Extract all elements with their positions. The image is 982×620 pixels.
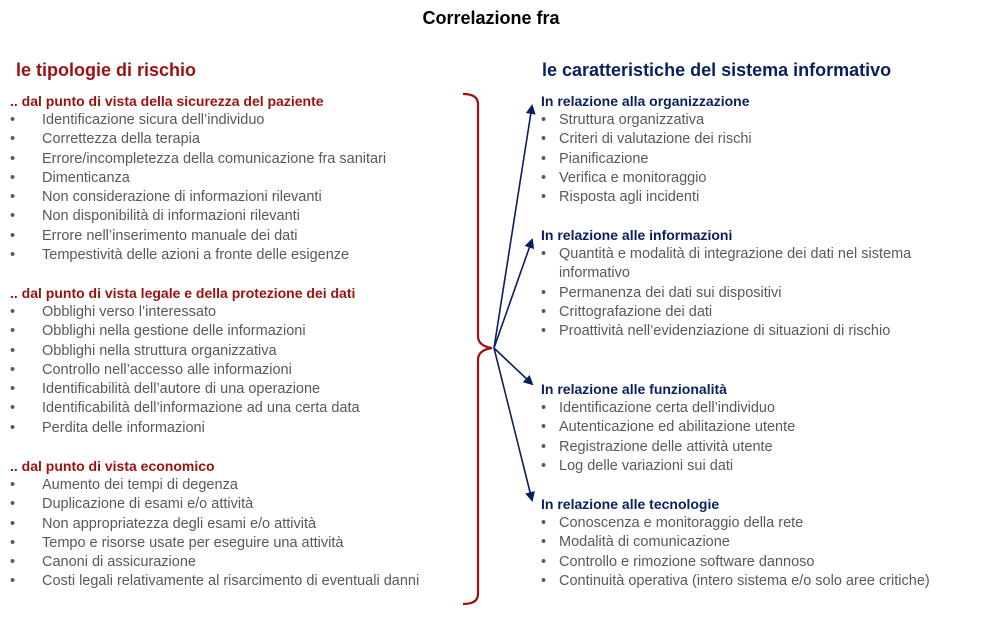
list-item: • Autenticazione ed abilitazione utente (541, 418, 971, 437)
arrow-to-technology (494, 348, 532, 500)
list-item: • Canoni di assicurazione (10, 553, 470, 572)
list-item: • Duplicazione di esami e/o attività (10, 495, 470, 514)
list-item: • Obblighi nella gestione delle informazioni (10, 322, 470, 341)
page-title: Correlazione fra (422, 8, 560, 28)
list-item: • Non considerazione di informazioni rilevanti (10, 188, 470, 207)
list-item: • Errore nell’inserimento manuale dei dati (10, 227, 470, 246)
list-item: • Struttura organizzativa (541, 111, 971, 130)
list-item: • Dimenticanza (10, 169, 470, 188)
list-item: • Proattività nell’evidenziazione di situazioni di rischio (541, 322, 941, 341)
list-item: • Pianificazione (541, 150, 971, 169)
list-item: • Obblighi nella struttura organizzativa (10, 342, 470, 361)
list-item: • Controllo e rimozione software dannoso (541, 553, 961, 572)
list-item: • Permanenza dei dati sui dispositivi (541, 284, 941, 303)
list-item: • Identificazione sicura dell’individuo (10, 111, 470, 130)
list-item: • Registrazione delle attività utente (541, 438, 971, 457)
list-item: • Quantità e modalità di integrazione dei dati nel sistema informativo (541, 245, 941, 284)
section-title: In relazione alle informazioni (541, 227, 733, 243)
list-item: • Conoscenza e monitoraggio della rete (541, 514, 961, 533)
section-title: In relazione alle tecnologie (541, 496, 720, 512)
list-item: • Obblighi verso l’interessato (10, 303, 470, 322)
list-item: • Costi legali relativamente al risarcimento di eventuali danni (10, 572, 470, 591)
section-title: In relazione alle funzionalità (541, 381, 727, 397)
list-item: • Non appropriatezza degli esami e/o attività (10, 515, 470, 534)
list-item: • Non disponibilità di informazioni rilevanti (10, 207, 470, 226)
list-item: • Tempestività delle azioni a fronte delle esigenze (10, 246, 470, 265)
list-item: • Identificabilità dell’autore di una operazione (10, 380, 470, 399)
arrow-to-information (494, 240, 532, 348)
section-title: .. dal punto di vista della sicurezza del paziente (10, 93, 324, 109)
list-item: • Crittografazione dei dati (541, 303, 941, 322)
list-item: • Verifica e monitoraggio (541, 169, 971, 188)
list-item: • Modalità di comunicazione (541, 533, 961, 552)
list-item: • Risposta agli incidenti (541, 188, 971, 207)
left-heading: le tipologie di rischio (16, 60, 197, 80)
list-item: • Tempo e risorse usate per eseguire una attività (10, 534, 470, 553)
section-title: .. dal punto di vista economico (10, 458, 215, 474)
list-item: • Aumento dei tempi di degenza (10, 476, 470, 495)
right-heading: le caratteristiche del sistema informativo (542, 60, 892, 80)
list-item: • Continuità operativa (intero sistema e/o solo aree critiche) (541, 572, 961, 591)
right-brace (463, 94, 492, 604)
list-item: • Correttezza della terapia (10, 130, 470, 149)
list-item: • Identificazione certa dell’individuo (541, 399, 971, 418)
list-item: • Log delle variazioni sui dati (541, 457, 971, 476)
list-item: • Criteri di valutazione dei rischi (541, 130, 971, 149)
section-title: In relazione alla organizzazione (541, 93, 750, 109)
list-item: • Errore/incompletezza della comunicazione fra sanitari (10, 150, 470, 169)
section-title: .. dal punto di vista legale e della protezione dei dati (10, 285, 356, 301)
list-item: • Controllo nell’accesso alle informazioni (10, 361, 470, 380)
list-item: • Perdita delle informazioni (10, 419, 470, 438)
list-item: • Identificabilità dell’informazione ad una certa data (10, 399, 470, 418)
arrow-to-functionality (494, 348, 532, 384)
arrow-to-organization (494, 106, 532, 348)
